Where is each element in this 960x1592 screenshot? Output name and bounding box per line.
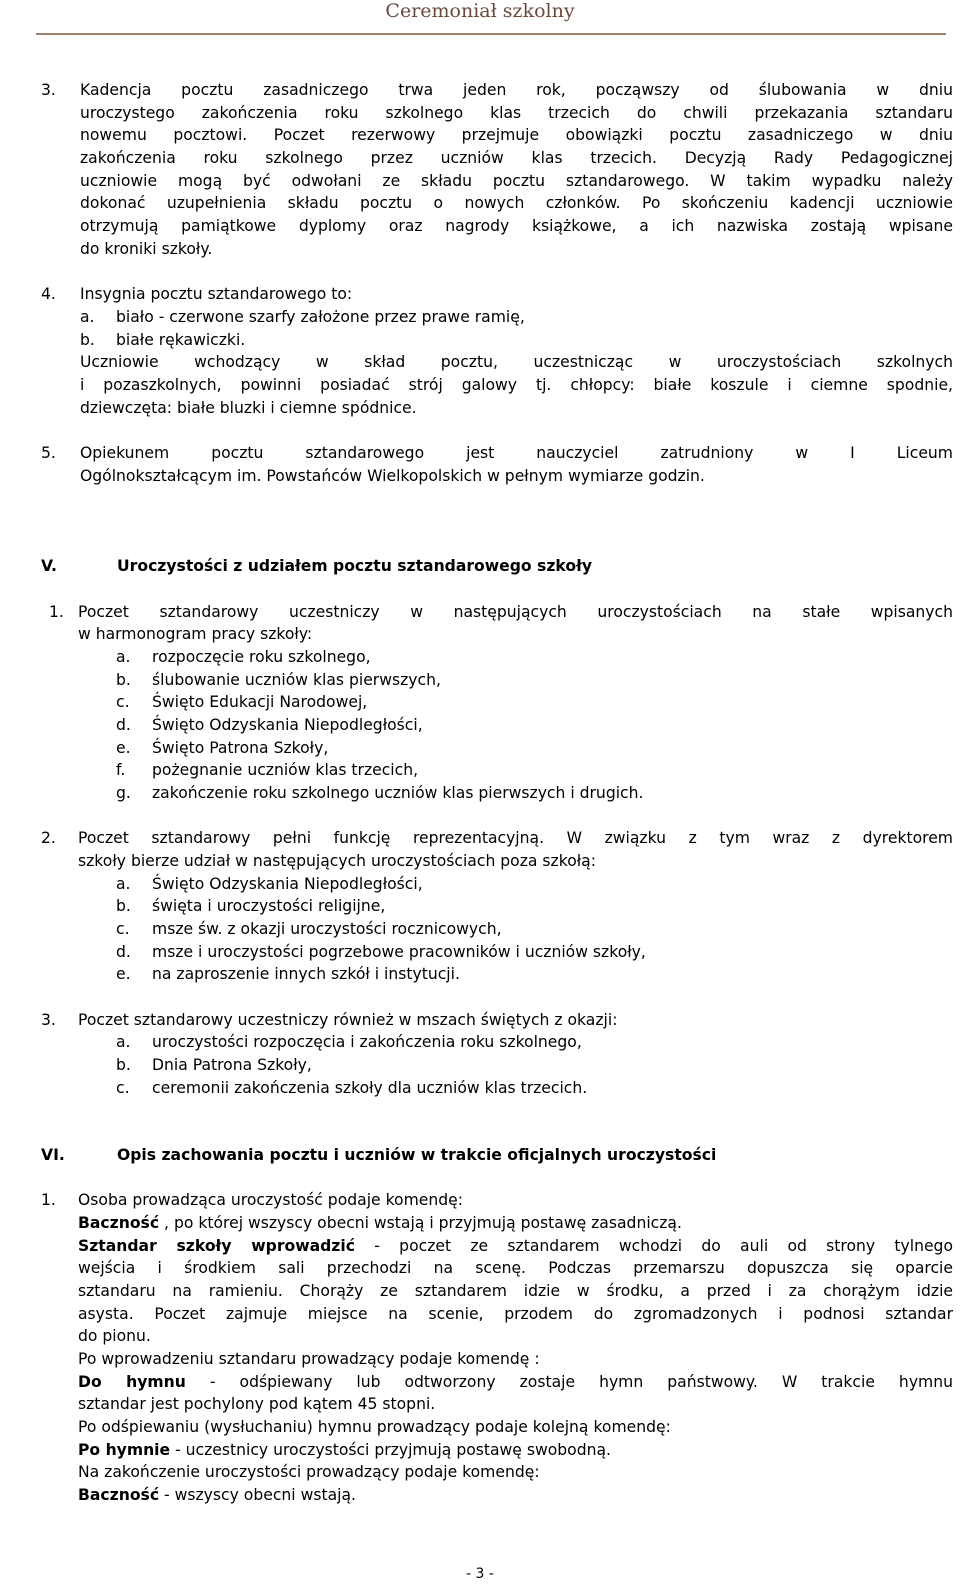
list-item: rozpoczęcie roku szkolnego, xyxy=(152,648,371,666)
command-keyword: Sztandar szkoły wprowadzić xyxy=(78,1237,355,1255)
paragraph-line: Ogólnokształcącym im. Powstańców Wielkopolskich w pełnym wymiarze godzin. xyxy=(80,467,705,485)
paragraph-number: 4. xyxy=(41,285,56,303)
command-line xyxy=(78,1235,953,1258)
list-item: białe rękawiczki. xyxy=(116,331,246,349)
list-letter: a. xyxy=(116,1033,131,1051)
paragraph-line: do pionu. xyxy=(78,1327,151,1345)
list-item: pożegnanie uczniów klas trzecich, xyxy=(152,761,419,779)
paragraph-line: asysta. Poczet zajmuje miejsce na scenie, przodem do zgromadzonych i podnosi sztandar xyxy=(78,1305,953,1323)
list-item: uroczystości rozpoczęcia i zakończenia roku szkolnego, xyxy=(152,1033,582,1051)
paragraph-number: 2. xyxy=(41,829,56,847)
paragraph-number: 3. xyxy=(41,81,56,99)
list-item: zakończenie roku szkolnego uczniów klas pierwszych i drugich. xyxy=(152,784,644,802)
list-letter: c. xyxy=(116,693,130,711)
list-item: Święto Patrona Szkoły, xyxy=(152,739,329,757)
command-keyword: Baczność xyxy=(78,1214,160,1232)
paragraph-line: Poczet sztandarowy uczestniczy w następujących uroczystościach na stałe wpisanych xyxy=(78,603,953,621)
paragraph-line: Kadencja pocztu zasadniczego trwa jeden rok, począwszy od ślubowania w dniu xyxy=(80,81,953,99)
section-title: Opis zachowania pocztu i uczniów w trakcie oficjalnych uroczystości xyxy=(117,1146,717,1164)
paragraph-number: 1. xyxy=(41,1191,56,1209)
section-number: VI. xyxy=(41,1146,65,1164)
list-letter: c. xyxy=(116,1079,130,1097)
section-title: Uroczystości z udziałem pocztu sztandarowego szkoły xyxy=(117,557,593,575)
paragraph-line: dokonać uzupełnienia składu pocztu o nowych członków. Po skończeniu kadencji uczniowie xyxy=(80,194,953,212)
list-item: na zaproszenie innych szkół i instytucji. xyxy=(152,965,460,983)
paragraph-line: sztandaru na ramieniu. Chorąży ze sztandarem idzie w środku, a przed i za chorążym idzie xyxy=(78,1282,953,1300)
list-letter: e. xyxy=(116,739,131,757)
command-line xyxy=(78,1439,611,1462)
paragraph-number: 5. xyxy=(41,444,56,462)
paragraph-line: Poczet sztandarowy pełni funkcję reprezentacyjną. W związku z tym wraz z dyrektorem xyxy=(78,829,953,847)
paragraph-line: nowemu pocztowi. Poczet rezerwowy przejmuje obowiązki pocztu zasadniczego w dniu xyxy=(80,126,953,144)
paragraph-intro: Insygnia pocztu sztandarowego to: xyxy=(80,285,353,303)
paragraph-line: Po wprowadzeniu sztandaru prowadzący podaje komendę : xyxy=(78,1350,540,1368)
command-line xyxy=(78,1371,953,1394)
paragraph-line: Po odśpiewaniu (wysłuchaniu) hymnu prowadzący podaje kolejną komendę: xyxy=(78,1418,671,1436)
command-description: - uczestnicy uroczystości przyjmują postawę swobodną. xyxy=(170,1441,612,1459)
command-line xyxy=(78,1484,356,1507)
list-letter: a. xyxy=(80,308,95,326)
list-letter: f. xyxy=(116,761,126,779)
list-letter: c. xyxy=(116,920,130,938)
list-item: biało - czerwone szarfy założone przez prawe ramię, xyxy=(116,308,525,326)
list-item: msze i uroczystości pogrzebowe pracowników i uczniów szkoły, xyxy=(152,943,646,961)
list-item: msze św. z okazji uroczystości rocznicowych, xyxy=(152,920,502,938)
list-item: ceremonii zakończenia szkoły dla uczniów klas trzecich. xyxy=(152,1079,588,1097)
command-description: - odśpiewany lub odtworzony zostaje hymn państwowy. W trakcie hymnu xyxy=(185,1373,953,1391)
list-letter: b. xyxy=(80,331,95,349)
paragraph-number: 3. xyxy=(41,1011,56,1029)
list-letter: g. xyxy=(116,784,131,802)
list-item: Święto Odzyskania Niepodległości, xyxy=(152,875,423,893)
paragraph-line: dziewczęta: białe bluzki i ciemne spódnice. xyxy=(80,399,417,417)
list-item: Święto Edukacji Narodowej, xyxy=(152,693,368,711)
command-keyword: Po hymnie xyxy=(78,1441,171,1459)
list-letter: b. xyxy=(116,1056,131,1074)
paragraph-line: i pozaszkolnych, powinni posiadać strój galowy tj. chłopcy: białe koszule i ciemne spodnie, xyxy=(80,376,953,394)
command-description: , po której wszyscy obecni wstają i przyjmują postawę zasadniczą. xyxy=(159,1214,682,1232)
list-letter: a. xyxy=(116,875,131,893)
list-item: ślubowanie uczniów klas pierwszych, xyxy=(152,671,441,689)
paragraph-line: otrzymują pamiątkowe dyplomy oraz nagrody książkowe, a ich nazwiska zostają wpisane xyxy=(80,217,953,235)
list-item: Dnia Patrona Szkoły, xyxy=(152,1056,312,1074)
list-item: Święto Odzyskania Niepodległości, xyxy=(152,716,423,734)
list-letter: a. xyxy=(116,648,131,666)
section-number: V. xyxy=(41,557,57,575)
list-item: święta i uroczystości religijne, xyxy=(152,897,386,915)
paragraph-line: uczniowie mogą być odwołani ze składu pocztu sztandarowego. W takim wypadku należy xyxy=(80,172,953,190)
command-description: - wszyscy obecni wstają. xyxy=(159,1486,356,1504)
paragraph-intro: Osoba prowadząca uroczystość podaje komendę: xyxy=(78,1191,464,1209)
list-letter: b. xyxy=(116,671,131,689)
paragraph-line: Uczniowie wchodzący w skład pocztu, uczestnicząc w uroczystościach szkolnych xyxy=(80,353,953,371)
paragraph-line: do kroniki szkoły. xyxy=(80,240,213,258)
command-line xyxy=(78,1212,682,1235)
list-letter: b. xyxy=(116,897,131,915)
running-header: Ceremoniał szkolny xyxy=(385,0,575,22)
paragraph-line: sztandar jest pochylony pod kątem 45 stopni. xyxy=(78,1395,436,1413)
paragraph-line: zakończenia roku szkolnego przez uczniów klas trzecich. Decyzją Rady Pedagogicznej xyxy=(80,149,953,167)
list-letter: d. xyxy=(116,943,131,961)
list-letter: e. xyxy=(116,965,131,983)
paragraph-line: w harmonogram pracy szkoły: xyxy=(78,625,313,643)
paragraph-line: Opiekunem pocztu sztandarowego jest nauczyciel zatrudniony w I Liceum xyxy=(80,444,953,462)
paragraph-line: Poczet sztandarowy uczestniczy również w mszach świętych z okazji: xyxy=(78,1011,618,1029)
page-number: - 3 - xyxy=(466,1566,494,1582)
paragraph-line: szkoły bierze udział w następujących uroczystościach poza szkołą: xyxy=(78,852,596,870)
paragraph-number: 1. xyxy=(49,603,64,621)
paragraph-line: wejścia i środkiem sali przechodzi na scenę. Podczas przemarszu dopuszcza się oparcie xyxy=(78,1259,953,1277)
command-description: - poczet ze sztandarem wchodzi do auli od strony tylnego xyxy=(354,1237,953,1255)
command-keyword: Do hymnu xyxy=(78,1373,186,1391)
list-letter: d. xyxy=(116,716,131,734)
header-divider xyxy=(36,33,946,35)
paragraph-line: Na zakończenie uroczystości prowadzący podaje komendę: xyxy=(78,1463,540,1481)
command-keyword: Baczność xyxy=(78,1486,160,1504)
paragraph-line: uroczystego zakończenia roku szkolnego klas trzecich do chwili przekazania sztandaru xyxy=(80,104,953,122)
